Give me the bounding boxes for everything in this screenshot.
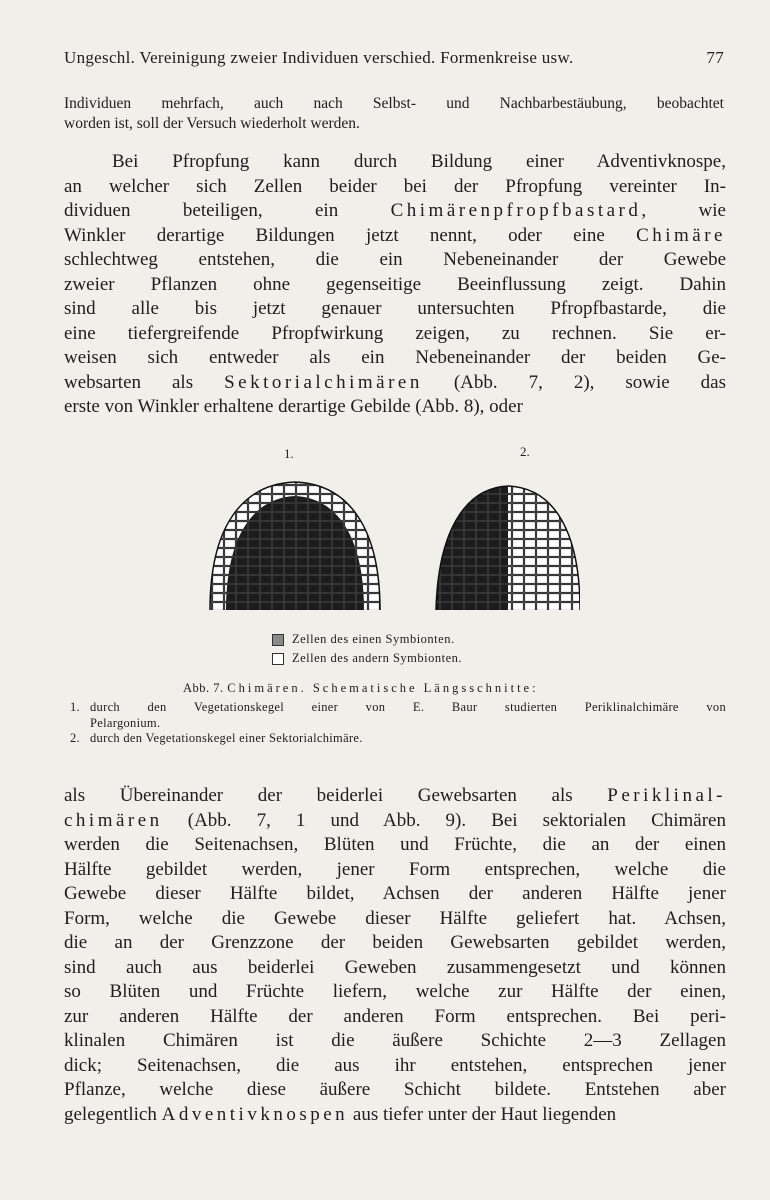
running-head-title: Ungeschl. Vereinigung zweier Individuen verschied. Formenkreise usw. — [64, 48, 574, 67]
dark-cell-swatch — [272, 634, 284, 646]
paragraph1-line: sind alle bis jetzt genauer untersuchten Pfropfbastarde, die — [64, 298, 726, 319]
paragraph2-line — [64, 1103, 726, 1128]
intro-line-1: Individuen mehrfach, auch nach Selbst- und Nachbarbestäubung, beobachtet — [64, 95, 724, 112]
line-segment: (Abb. 7, 2), sowie das — [422, 371, 726, 393]
caption-item-2-text: durch den Vegetationskegel einer Sektorialchimäre. — [90, 731, 363, 745]
line-segment: aus tiefer unter der Haut liegenden — [348, 1103, 617, 1125]
figure-caption-title — [183, 681, 539, 696]
intro-line-2: worden ist, soll der Versuch wiederholt werden. — [64, 115, 360, 132]
caption-title-text: Chimären. Schematische Längsschnitte: — [227, 681, 539, 695]
paragraph1-line — [64, 371, 726, 396]
spaced-term: chimären — [64, 809, 163, 831]
paragraph1-line: Bei Pfropfung kann durch Bildung einer Adventivknospe, — [112, 151, 726, 172]
caption-item-2 — [70, 731, 726, 747]
line-segment: als Übereinander der beiderlei Gewebsarten als — [64, 785, 608, 806]
paragraph2-line: dick; Seitenachsen, die aus ihr entstehen, entsprechen jener — [64, 1054, 726, 1076]
paragraph-2 — [64, 784, 726, 1127]
page-number: 77 — [706, 48, 724, 67]
line-segment: gelegentlich — [64, 1103, 162, 1125]
paragraph2-line: so Blüten und Früchte liefern, welche zur Hälfte der einen, — [64, 981, 726, 1002]
paragraph2-line — [64, 809, 726, 834]
figure-legend — [272, 630, 462, 668]
caption-item-1 — [70, 700, 726, 716]
legend-row-1 — [272, 630, 462, 649]
paragraph-1 — [64, 150, 726, 420]
legend-label-1: Zellen des einen Symbionten. — [292, 632, 455, 646]
figure-chimaeren — [200, 440, 580, 620]
figure-label-1: 1. — [284, 446, 294, 461]
running-head — [64, 48, 724, 68]
caption-prefix: Abb. 7. — [183, 681, 224, 695]
line-segment: , wie — [641, 200, 726, 221]
figure-drawings — [200, 440, 580, 620]
paragraph1-line: eine tiefergreifende Pfropfwirkung zeigen, zu rechnen. Sie er- — [64, 322, 726, 344]
caption-item-1-text: durch den Vegetationskegel einer von E. Baur studierten Periklinalchimäre von — [90, 700, 726, 714]
paragraph2-line: zur anderen Hälfte der anderen Form entsprechen. Bei peri- — [64, 1005, 726, 1027]
paragraph1-line: weisen sich entweder als ein Nebeneinander der beiden Ge- — [64, 347, 726, 368]
paragraph2-line: klinalen Chimären ist die äußere Schichte 2—3 Zellagen — [64, 1030, 726, 1051]
line-segment: Winkler derartige Bildungen jetzt nennt, oder eine — [64, 224, 637, 246]
paragraph1-line: an welcher sich Zellen beider bei der Pfropfung vereinter In- — [64, 175, 726, 197]
light-cell-swatch — [272, 653, 284, 665]
line-segment: websarten als — [64, 371, 225, 393]
spaced-term: Adventivknospen — [161, 1103, 349, 1125]
intro-text — [64, 94, 724, 134]
paragraph2-line: die an der Grenzzone der beiden Gewebsarten gebildet werden, — [64, 932, 726, 953]
spaced-term: Sektorialchimären — [224, 371, 423, 393]
paragraph2-line — [64, 784, 726, 809]
paragraph2-line: Hälfte gebildet werden, jener Form entsprechen, welche die — [64, 858, 726, 880]
figure-caption-list — [70, 700, 726, 747]
line-segment: Pflanze, welche diese äußere Schicht bildete. Entstehen aber — [64, 1079, 726, 1100]
paragraph1-line — [64, 199, 726, 224]
paragraph1-line: erste von Winkler erhaltene derartige Gebilde (Abb. 8), oder — [64, 396, 523, 417]
paragraph2-line: Form, welche die Gewebe dieser Hälfte geliefert hat. Achsen, — [64, 907, 726, 929]
caption-item-1-continuation: Pelargonium. — [90, 715, 161, 730]
paragraph2-line: sind auch aus beiderlei Geweben zusammengesetzt und können — [64, 956, 726, 978]
spaced-term: Chimärenpfropfbastard — [390, 200, 642, 221]
legend-label-2: Zellen des andern Symbionten. — [292, 651, 463, 665]
caption-item-2-number: 2. — [70, 731, 80, 745]
line-segment: (Abb. 7, 1 und Abb. 9). Bei sektorialen Chimären — [162, 809, 726, 831]
figure-label-2: 2. — [520, 444, 530, 459]
spaced-term: Periklinal- — [607, 785, 726, 806]
paragraph1-line: zweier Pflanzen ohne gegenseitige Beeinflussung zeigt. Dahin — [64, 273, 726, 295]
periclinal-chimera-drawing — [200, 470, 400, 620]
paragraph1-line — [64, 224, 726, 249]
spaced-term: Chimäre — [636, 224, 726, 246]
sectorial-chimera-drawing — [428, 470, 580, 620]
paragraph2-line — [64, 1078, 726, 1103]
paragraph2-line: Gewebe dieser Hälfte bildet, Achsen der anderen Hälfte jener — [64, 883, 726, 904]
legend-row-2 — [272, 649, 462, 668]
caption-item-1-number: 1. — [70, 700, 80, 714]
paragraph1-line: schlechtweg entstehen, die ein Nebeneinander der Gewebe — [64, 249, 726, 270]
paragraph2-line: werden die Seitenachsen, Blüten und Früchte, die an der einen — [64, 834, 726, 855]
line-segment: dividuen beteiligen, ein — [64, 200, 391, 221]
